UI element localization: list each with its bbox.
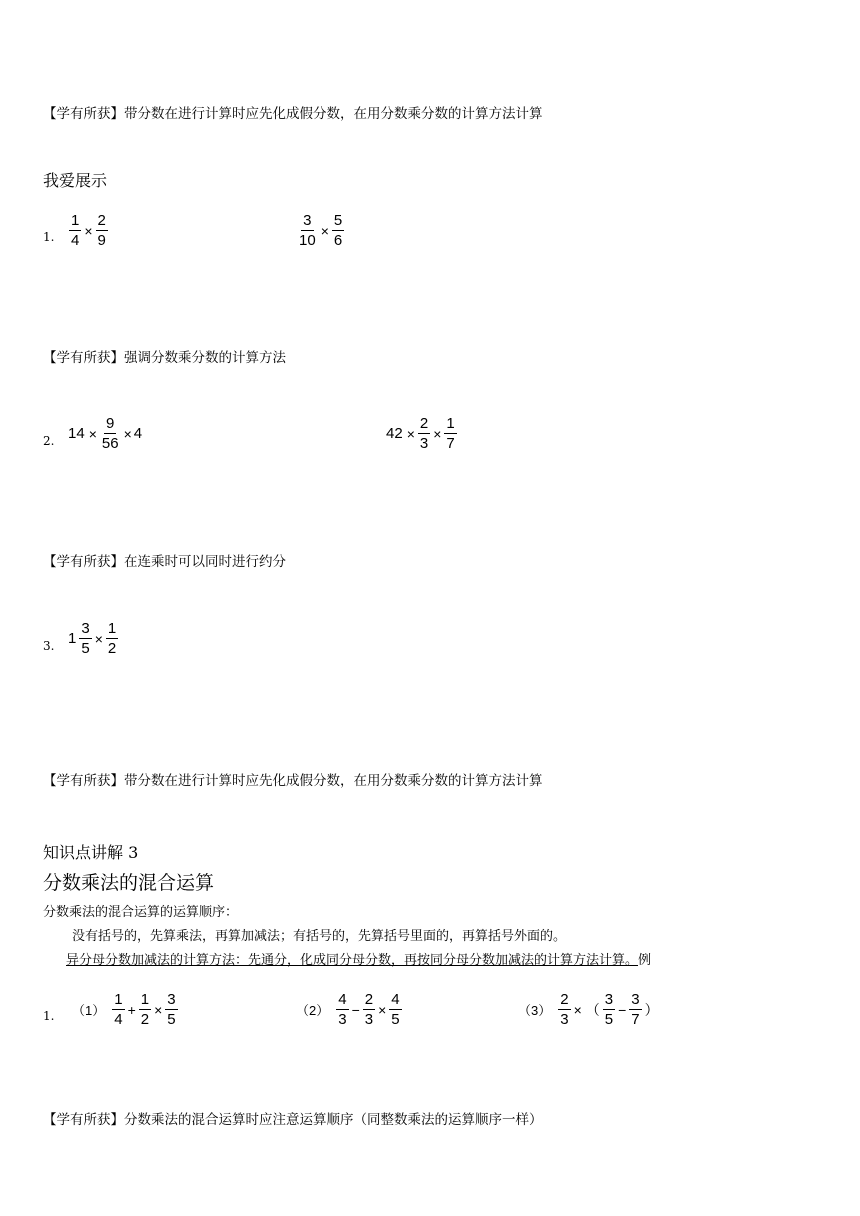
fraction: $\frac{3}{5}$	[604, 991, 614, 1028]
fraction: $\frac{1}{2}$	[140, 991, 150, 1028]
topic-title: 分数乘法的混合运算	[43, 872, 215, 894]
fraction: $\frac{3}{5}$	[167, 991, 176, 1028]
learning-note-1: 【学有所获】带分数在进行计算时应先化成假分数，在用分数乘分数的计算方法计算	[43, 106, 543, 122]
learning-note-3: 【学有所获】在连乘时可以同时进行约分	[43, 554, 286, 570]
problem-number-4: 1.	[43, 1009, 55, 1023]
expression-4-1: （1） $\frac{1}{4}$ + $\frac{1}{2}$ × $\frac{3}{5}$	[72, 991, 176, 1028]
problem-number-3: 3.	[43, 639, 55, 653]
different-denominator-rule: 异分母分数加减法的计算方法：先通分，化成同分母分数，再按同分母分数加减法的计算方法计算。例	[66, 953, 652, 968]
fraction: $\frac{5}{6}$	[333, 212, 343, 249]
fraction: $\frac{1}{4}$	[71, 212, 80, 249]
fraction: $\frac{2}{3}$	[560, 991, 569, 1028]
expression-1a: $\frac{1}{4}$ × $\frac{2}{9}$	[71, 212, 106, 249]
fraction: $\frac{2}{3}$	[364, 991, 374, 1028]
fraction: $\frac{1}{4}$	[114, 991, 123, 1028]
fraction: $\frac{4}{5}$	[391, 991, 400, 1028]
expression-4-3: （3） $\frac{2}{3}$ × （ $\frac{3}{5}$ − $\frac{3}{7}$ ）	[518, 991, 659, 1028]
fraction: $\frac{9}{56}$	[101, 415, 119, 452]
order-title: 分数乘法的混合运算的运算顺序：	[43, 905, 239, 920]
expression-2b: 42 × $\frac{2}{3}$ × $\frac{1}{7}$	[386, 415, 455, 452]
learning-note-5: 【学有所获】分数乘法的混合运算时应注意运算顺序（同整数乘法的运算顺序一样）	[43, 1112, 543, 1128]
fraction: $\frac{2}{3}$	[419, 415, 429, 452]
problem-number-1: 1.	[43, 230, 55, 244]
expression-4-2: （2） $\frac{4}{3}$ − $\frac{2}{3}$ × $\frac{4}{5}$	[296, 991, 400, 1028]
fraction: $\frac{2}{9}$	[97, 212, 106, 249]
fraction: $\frac{4}{3}$	[338, 991, 347, 1028]
fraction: $\frac{3}{10}$	[299, 212, 316, 249]
section-title-show: 我爱展示	[43, 171, 108, 190]
learning-note-2: 【学有所获】强调分数乘分数的计算方法	[43, 350, 286, 366]
fraction: $\frac{1}{7}$	[446, 415, 455, 452]
knowledge-point-heading: 知识点讲解 3	[43, 843, 139, 862]
expression-2a: 14 × $\frac{9}{56}$ × 4	[68, 415, 143, 452]
order-rule: 没有括号的，先算乘法，再算加减法；有括号的，先算括号里面的，再算括号外面的。	[72, 929, 567, 944]
problem-number-2: 2.	[43, 434, 55, 448]
expression-3: 1 $\frac{3}{5}$ × $\frac{1}{2}$	[68, 620, 117, 657]
learning-note-4: 【学有所获】带分数在进行计算时应先化成假分数，在用分数乘分数的计算方法计算	[43, 773, 543, 789]
fraction: $\frac{3}{5}$	[81, 620, 90, 657]
expression-1b: $\frac{3}{10}$ × $\frac{5}{6}$	[299, 212, 343, 249]
fraction: $\frac{1}{2}$	[107, 620, 117, 657]
fraction: $\frac{3}{7}$	[631, 991, 640, 1028]
